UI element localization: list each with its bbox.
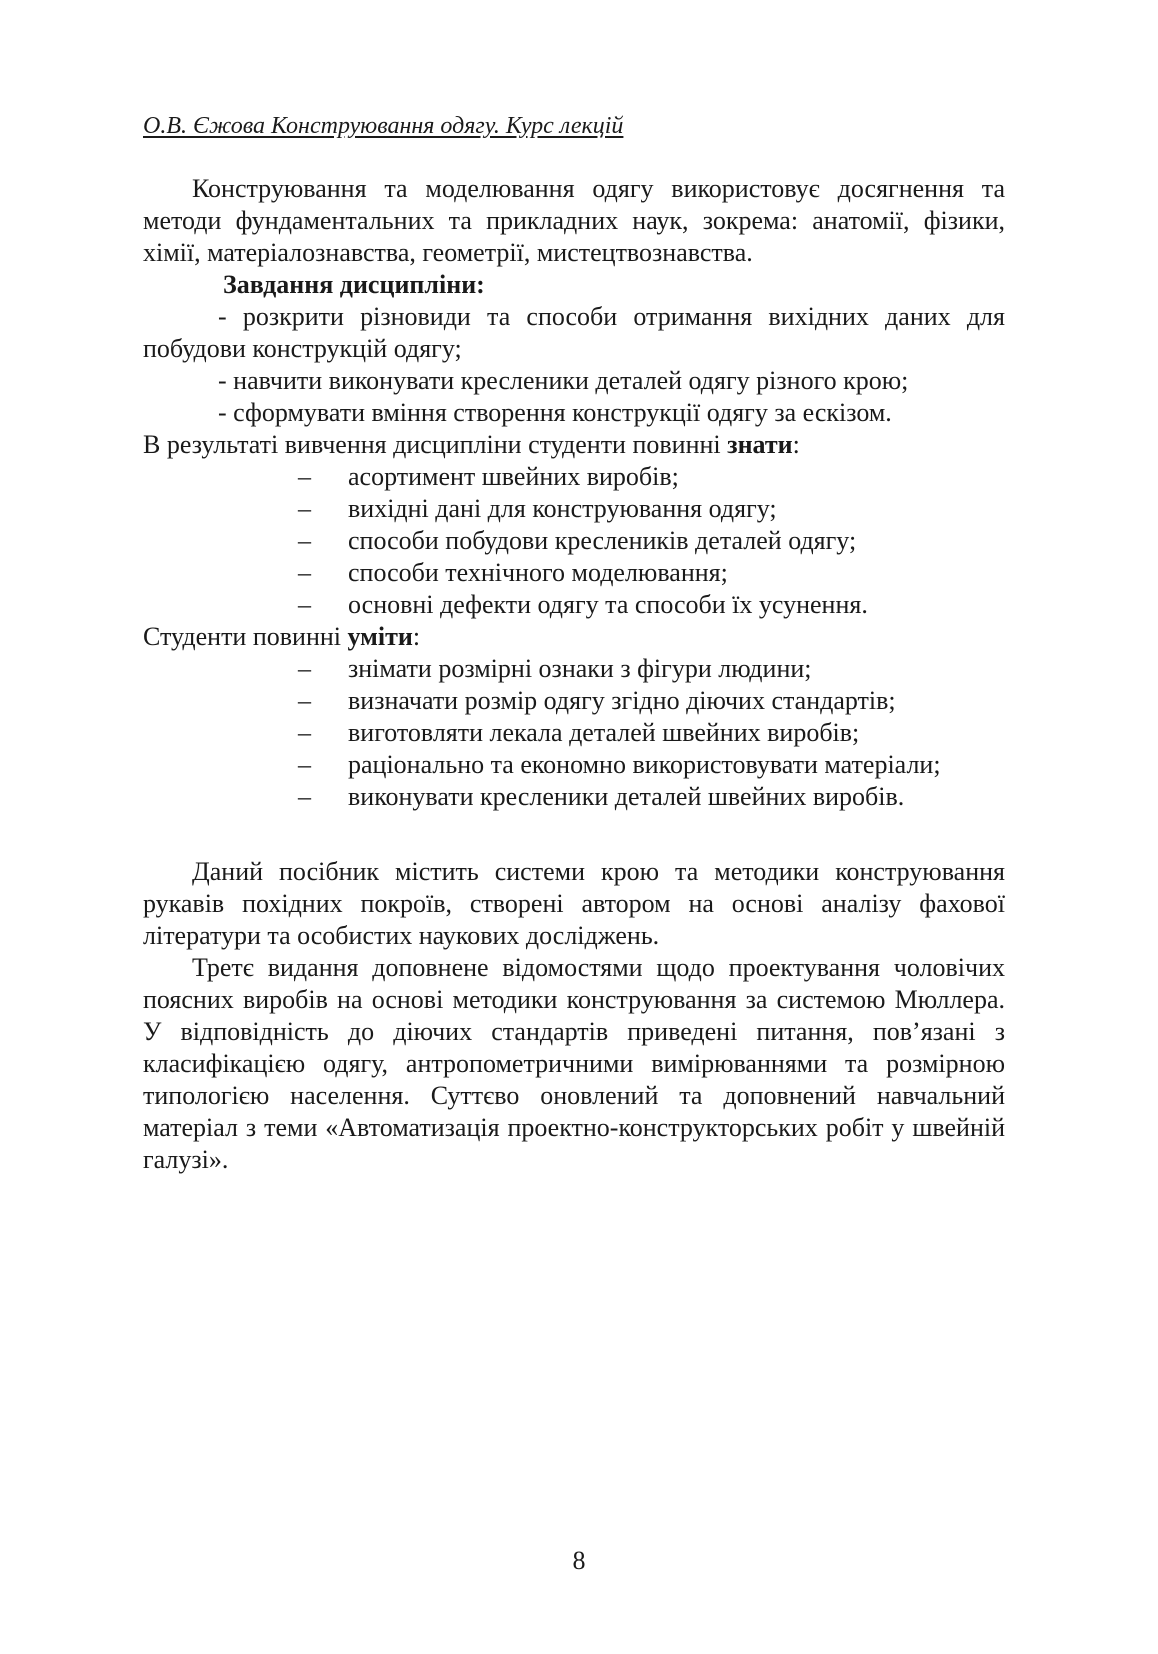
list-item-text: раціонально та економно використовувати матеріали; <box>348 750 941 779</box>
tasks-heading: Завдання дисципліни: <box>223 270 485 299</box>
dash-bullet: – <box>298 590 311 619</box>
running-header: О.В. Єжова Конструювання одягу. Курс лекцій <box>143 113 624 139</box>
dash-bullet: – <box>298 750 311 779</box>
list-item-text: способи побудови креслеників деталей одягу; <box>348 526 857 555</box>
knowledge-intro-text: В результаті вивчення дисципліни студенти повинні <box>143 430 728 459</box>
list-item-text: способи технічного моделювання; <box>348 558 728 587</box>
list-item <box>143 525 1005 557</box>
list-item-text: знімати розмірні ознаки з фігури людини; <box>348 654 812 683</box>
skills-intro-text: Студенти повинні <box>143 622 348 651</box>
skills-intro-bold: уміти <box>347 622 413 651</box>
list-item <box>143 589 1005 621</box>
list-item-text: вихідні дані для конструювання одягу; <box>348 494 777 523</box>
skills-intro <box>143 621 1005 653</box>
dash-bullet: – <box>298 494 311 523</box>
intro-paragraph: Конструювання та моделювання одягу використовує досягнення та методи фундаментальних та прикладних наук, зокрема: анатомії, фізики, хімії, матеріалознавства, геометрії, мистецтвознавства. <box>143 174 1005 267</box>
closing-paragraph: Даний посібник містить системи крою та методики конструювання рукавів похідних покроїв, створені автором на основі аналізу фахової літератури та особистих наукових досліджень. <box>143 857 1005 950</box>
list-item <box>143 685 1005 717</box>
task-item: - навчити виконувати кресленики деталей одягу різного крою; <box>218 366 909 395</box>
knowledge-intro-colon: : <box>792 430 800 459</box>
list-item <box>143 781 1005 813</box>
list-item <box>143 461 1005 493</box>
dash-bullet: – <box>298 558 311 587</box>
task-item: - сформувати вміння створення конструкції одягу за ескізом. <box>218 398 892 427</box>
list-item-text: виконувати кресленики деталей швейних виробів. <box>348 782 905 811</box>
spacer <box>143 813 1005 856</box>
list-item-text: виготовляти лекала деталей швейних виробів; <box>348 718 860 747</box>
list-item <box>143 493 1005 525</box>
list-item <box>143 653 1005 685</box>
dash-bullet: – <box>298 654 311 683</box>
dash-bullet: – <box>298 718 311 747</box>
list-item <box>143 717 1005 749</box>
dash-bullet: – <box>298 782 311 811</box>
skills-intro-colon: : <box>412 622 421 651</box>
skills-list <box>143 653 1005 813</box>
knowledge-intro-bold: знати <box>727 430 793 459</box>
dash-bullet: – <box>298 526 311 555</box>
list-item <box>143 557 1005 589</box>
list-item-text: визначати розмір одягу згідно діючих стандартів; <box>348 686 896 715</box>
page-content <box>143 173 1005 1176</box>
dash-bullet: – <box>298 462 311 491</box>
task-item: - розкрити різновиди та способи отримання вихідних даних для побудови конструкцій одягу; <box>143 302 1005 363</box>
list-item-text: асортимент швейних виробів; <box>348 462 679 491</box>
knowledge-list <box>143 461 1005 621</box>
list-item-text: основні дефекти одягу та способи їх усунення. <box>348 590 868 619</box>
dash-bullet: – <box>298 686 311 715</box>
page-number: 8 <box>572 1546 586 1575</box>
closing-paragraph: Третє видання доповнене відомостями щодо проектування чоловічих поясних виробів на основі методики конструювання за системою Мюллера. У відповідність до діючих стандартів приведені питання, пов’язані з класифікацією одягу, антропометричними вимірюваннями та розмірною типологією населення. Суттєво оновлений та доповнений навчальний матеріал з теми «Автоматизація проектно-конструкторських робіт у швейній галузі». <box>143 953 1005 1174</box>
knowledge-intro <box>143 429 1005 461</box>
list-item <box>143 749 1005 781</box>
